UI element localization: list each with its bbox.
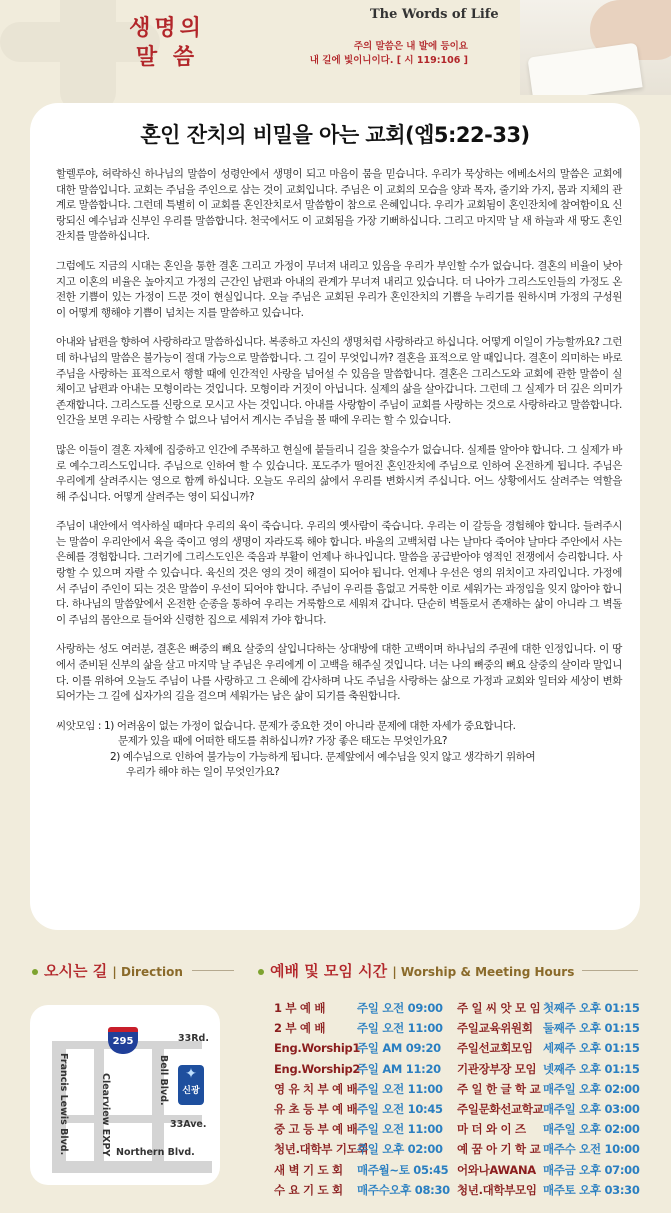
event-name: 새 벽 기 도 회 <box>274 1162 343 1177</box>
event-name: Eng.Worship1 <box>274 1041 361 1056</box>
event-name: 주 일 씨 앗 모 임 <box>457 1001 541 1015</box>
schedule-row <box>457 1079 640 1099</box>
section-title-line2: 말 씀 <box>135 45 199 70</box>
event-time: 둘째주 오후 01:15 <box>543 1021 640 1036</box>
direction-en: | Direction <box>112 965 183 979</box>
section-title <box>122 14 212 72</box>
road-label-francis-lewis: Francis Lewis Blvd. <box>58 1053 69 1156</box>
road-label-33rd: 33Rd. <box>178 1033 209 1044</box>
event-time: 매주월~토 05:45 <box>357 1162 449 1177</box>
event-time: 주일 오전 11:00 <box>357 1122 443 1137</box>
event-name: 마 더 와 이 즈 <box>457 1122 526 1137</box>
cross-decoration-vertical <box>60 0 116 112</box>
road-label-northern: Northern Blvd. <box>116 1147 195 1158</box>
road-label-bell: Bell Blvd. <box>158 1055 169 1106</box>
sermon-body <box>56 167 622 781</box>
event-time: 매주수 오전 10:00 <box>543 1142 640 1157</box>
schedule-row <box>457 998 640 1018</box>
event-name: 1 부 예 배 <box>274 1001 326 1015</box>
event-time: 주일 오전 10:45 <box>357 1102 443 1117</box>
event-time: 넷째주 오후 01:15 <box>543 1061 640 1076</box>
event-time: 매주일 오후 02:00 <box>543 1122 640 1137</box>
event-name: 예 꿈 아 기 학 교 <box>457 1142 541 1157</box>
event-time: 매주일 오후 02:00 <box>543 1081 640 1096</box>
sermon-card <box>30 103 640 930</box>
bullet-icon <box>258 969 264 975</box>
event-time: 세째주 오후 01:15 <box>543 1041 640 1056</box>
event-time: 주일 오후 02:00 <box>357 1142 443 1157</box>
event-name: 수 요 기 도 회 <box>274 1182 343 1197</box>
schedule-row <box>274 1099 450 1119</box>
event-name: 기관장부장 모임 <box>457 1061 537 1076</box>
event-time: 매주일 오후 03:00 <box>543 1102 640 1117</box>
event-time: 주일 AM 09:20 <box>357 1041 441 1056</box>
schedule-row <box>274 1079 450 1099</box>
event-time: 매주금 오후 07:00 <box>543 1162 640 1177</box>
paragraph: 사랑하는 성도 여러분, 결혼은 뼈중의 뼈요 살중의 살입니다하는 상대방에 대한 고백이며 하나님의 주권에 대한 인정입니다. 이 땅에서 준비된 신부의 삶을 살고 마지막 날 주님은 우리에게 이 고백을 해주실 것입니다. 너는 나의 뼈중의 뼈요 살중의 살이라 말입니다. 이를 위하여 오늘도 주님이 나를 사랑하고 그 은혜에 감사하며 나도 주님을 사랑하는 삶으로 가정과 교회와 일터와 세상이 변화되어가는 그 길에 십자가의 길을 걸으며 세워가는 남은 삶이 되기를 축원합니다. <box>56 643 622 703</box>
event-name: 청년.대학부모임 <box>457 1182 537 1197</box>
event-time: 주일 오전 11:00 <box>357 1081 443 1096</box>
paragraph: 많은 이들이 결혼 자체에 집중하고 인간에 주목하고 현실에 붙들리니 길을 찾을수가 없습니다. 실제를 알아야 합니다. 그 실제가 바로 예수그리스도입니다. 주님으로 인하여 할 수 있습니다. 포도주가 떨어진 혼인잔치에 주님으로 인하여 온전하게 됩니다. 주님은 우리에게 살려주시는 영으로 함께 하십니다. 오늘도 우리의 삶에서 우리를 변화시켜 주십니다. 어느 상황에서도 살려주는 역할을 해 주십니다. 어떻게 살려주는 영이 되십니까? <box>56 443 622 503</box>
praying-hands-bible-photo <box>520 0 671 95</box>
schedule-row <box>457 1139 640 1159</box>
cross-star-icon: ✦ <box>185 1066 197 1082</box>
event-name: 유 초 등 부 예 배 <box>274 1102 358 1117</box>
schedule-row <box>274 1038 450 1058</box>
event-time: 주일 오전 09:00 <box>357 1001 443 1015</box>
question-line: 문제가 있을 때에 어떠한 태도를 취하십니까? 가장 좋은 태도는 무엇인가요? <box>118 735 448 748</box>
church-logo-icon <box>178 1065 204 1105</box>
event-name: Eng.Worship2 <box>274 1061 361 1076</box>
event-time: 매주토 오후 03:30 <box>543 1182 640 1197</box>
paragraph: 그럼에도 지금의 시대는 혼인을 통한 결혼 그리고 가정이 무너져 내리고 있음을 우리가 부인할 수가 없습니다. 결혼의 비율이 낮아지고 이혼의 비율은 높아지고 가정의 근간인 남편과 아내의 관계가 무너져 내리고 있습니다. 더 나아가 그리스도인들의 가정도 온전한 기쁨이 있는 가정이 드문 것이 현실입니다. 오늘 주님은 교회된 우리가 혼인잔치의 기쁨을 누리기를 원하시며 가정의 구성원이 어떻게 행해야 기쁨이 넘치는 지를 말씀하고 있습니다. <box>56 259 622 319</box>
event-name: 중 고 등 부 예 배 <box>274 1122 358 1137</box>
schedule-row <box>274 1059 450 1079</box>
schedule-row <box>274 1018 450 1038</box>
direction-map <box>30 1005 220 1185</box>
event-name: 청년.대학부 기도회 <box>274 1142 369 1157</box>
event-time: 주일 오전 11:00 <box>357 1021 443 1036</box>
bullet-icon <box>32 969 38 975</box>
sermon-title: 혼인 잔치의 비밀을 아는 교회(엡5:22-33) <box>140 123 530 147</box>
paragraph: 아내와 남편을 향하여 사랑하라고 말씀하십니다. 복종하고 자신의 생명처럼 사랑하라고 하십니다. 어떻게 이일이 가능할까요? 그런데 하나님의 말씀은 불가능이 절대 가능으로 말씀합니다. 그 길이 무엇입니까? 결혼을 표적으로 알 때입니다. 결혼이 의미하는 바로 주님을 사랑하는 표적으로서 행할 때에 인간적인 사랑을 넘어설 수 있음을 말씀합니다. 결혼은 그리스도와 교회에 관한 말씀이 실체이고 남편과 아내는 모형이라는 것입니다. 모형이라 거짓이 아닙니다. 실제의 삶을 살아갑니다. 그런데 그 실제가 더 깊은 의미가 존재합니다. 그리스도를 신랑으로 모시고 사는 것입니다. 아내를 사랑함이 주님이 교회를 사랑하는 것으로 사랑하라고 말씀합니다. 인간을 보면 우리는 사랑할 수 없으나 넘어서 계시는 주님을 볼 때에 우리는 할 수 있습니다. <box>56 336 622 427</box>
event-name: 주일문화선교학교 <box>457 1102 544 1117</box>
verse-line2: 내 길에 빛이니이다. [ 시 119:106 ] <box>309 55 468 66</box>
question-line: 우리가 해야 하는 일이 무엇인가요? <box>126 766 280 779</box>
schedule-row <box>457 1038 640 1058</box>
discussion-questions <box>56 719 622 781</box>
worship-title: 예배 및 모임 시간 <box>270 962 388 980</box>
event-name: 어와나AWANA <box>457 1162 536 1177</box>
event-name: 2 부 예 배 <box>274 1021 326 1036</box>
event-name: 주일선교회모임 <box>457 1041 533 1056</box>
schedule-row <box>457 1059 640 1079</box>
road-northern <box>52 1161 212 1173</box>
question-line: 2) 예수님으로 인하여 불가능이 가능하게 됩니다. 문제앞에서 예수님을 잊지 않고 생각하기 위하여 <box>110 750 536 763</box>
event-name: 주일교육위원회 <box>457 1021 533 1036</box>
schedule-row <box>274 998 450 1018</box>
words-of-life-label: The Words of Life <box>370 7 499 22</box>
schedule-row <box>274 1160 450 1180</box>
schedule-row <box>274 1139 450 1159</box>
schedule-right <box>457 998 640 1200</box>
schedule-row <box>457 1018 640 1038</box>
divider <box>582 970 638 971</box>
schedule-row <box>457 1180 640 1200</box>
church-label: 신광 <box>182 1086 200 1096</box>
verse-line1: 주의 말씀은 내 발에 등이요 <box>353 41 468 52</box>
schedule-left <box>274 998 450 1200</box>
event-time: 주일 AM 11:20 <box>357 1061 441 1076</box>
worship-en: | Worship & Meeting Hours <box>392 965 575 979</box>
schedule-row <box>274 1180 450 1200</box>
direction-heading <box>32 960 183 981</box>
header <box>0 0 671 110</box>
paragraph: 주님이 내안에서 역사하실 때마다 우리의 육이 죽습니다. 우리의 옛사람이 죽습니다. 우리는 이 갈등을 경험해야 합니다. 들려주시는 말씀이 우리안에서 육을 죽이고 영의 생명이 자라도록 해야 합니다. 바울의 고백처럼 나는 날마다 죽어야 날마다 주안에서 사는 은혜를 경험합니다. 그러기에 그리스도인은 죽음과 부활이 언제나 하나입니다. 말씀을 공급받아야 영적인 전쟁에서 승리합니다. 사랑할 수 있으며 자랄 수 있습니다. 육신의 것은 영의 것이 해결이 되어야 됩니다. 언제나 우선은 영의 위치이고 자리입니다. 가정에서 주님이 주인이 되는 것은 말씀이 우선이 되어야 합니다. 주님이 우리를 흠없고 거룩한 이로 세워가는 과정임을 잊지 않아야 합니다. 하나님의 말씀앞에서 온전한 순종을 통하여 우리는 거룩함으로 세워져 갑니다. 단순히 벽돌로서 존재하는 삶이 아니라 그 벽돌이 주님의 몸안으로 들어와 신령한 집으로 세워져 가야 합니다. <box>56 520 622 626</box>
event-time: 매주수오후 08:30 <box>357 1182 450 1197</box>
event-time: 첫째주 오후 01:15 <box>543 1001 640 1015</box>
schedule-row <box>457 1160 640 1180</box>
bible-image <box>527 43 642 95</box>
event-name: 주 일 한 글 학 교 <box>457 1081 541 1096</box>
schedule-row <box>274 1119 450 1139</box>
schedule-row <box>457 1119 640 1139</box>
interstate-shield-icon: 295 <box>108 1027 138 1054</box>
schedule-row <box>457 1099 640 1119</box>
road-label-33ave: 33Ave. <box>170 1119 207 1130</box>
question-line: 씨앗모임 : 1) 어려움이 없는 가정이 없습니다. 문제가 중요한 것이 아니라 문제에 대한 자세가 중요합니다. <box>56 719 516 732</box>
worship-heading <box>258 960 574 981</box>
section-title-line1: 생명의 <box>129 16 205 41</box>
verse <box>300 40 468 68</box>
paragraph: 할렐루야, 허락하신 하나님의 말씀이 성령안에서 생명이 되고 마음이 뭄을 믿습니다. 우리가 묵상하는 에베소서의 말씀은 교회에 대한 말씀입니다. 교회는 주님을 주인으로 삼는 것이 교회입니다. 주님은 이 교회의 모습을 양과 목자, 줄기와 가지, 몸과 지체의 관계로 말씀합니다. 그런데 특별히 이 교회를 혼인잔치로서 말씀함이 참으로 은혜입니다. 우리가 교회됨이 혼인잔치에 참여함이요 신랑되신 예수님과 신부인 우리를 말씀합니다. 천국에서도 이 교회됨을 가장 기뻐하십니다. 그리고 마지막 날 새 하늘과 새 땅도 혼인잔치를 말씀하십니다. <box>56 168 622 243</box>
road-label-clearview: Clearview EXPY <box>100 1073 111 1157</box>
direction-title: 오시는 길 <box>44 962 108 980</box>
event-name: 영 유 치 부 예 배 <box>274 1081 358 1096</box>
divider <box>192 970 234 971</box>
